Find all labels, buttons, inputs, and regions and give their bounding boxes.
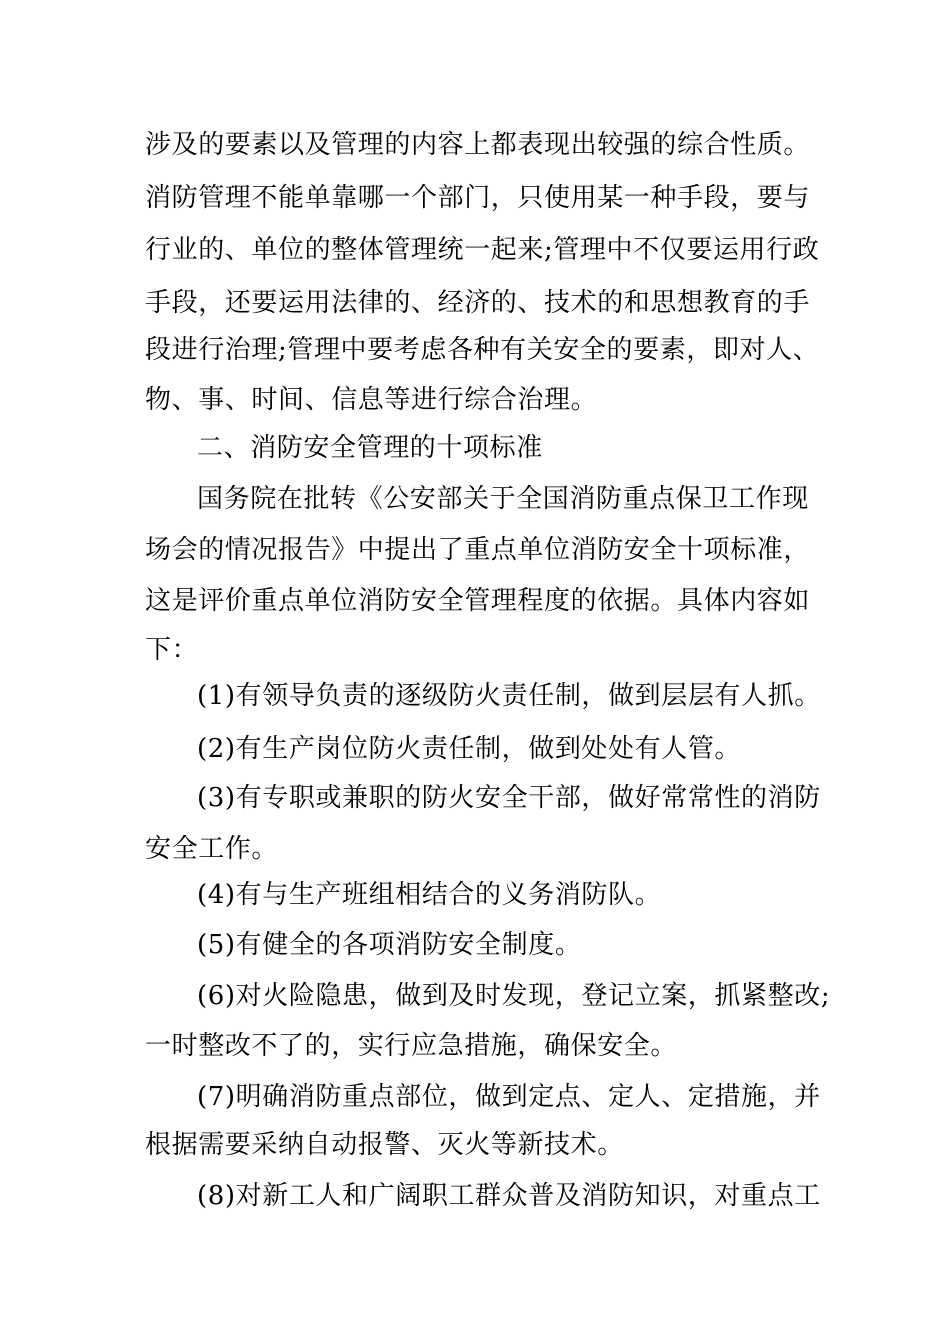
text-line: 根据需要采纳自动报警、灭火等新技术。 bbox=[145, 1130, 624, 1160]
list-item: (6)对火险隐患，做到及时发现，登记立案，抓紧整改; bbox=[197, 981, 831, 1011]
text-line: 一时整改不了的，实行应急措施，确保安全。 bbox=[145, 1031, 678, 1061]
text-line: 物、事、时间、信息等进行综合治理。 bbox=[145, 385, 598, 415]
list-item: (7)明确消防重点部位，做到定点、定人、定措施，并 bbox=[197, 1082, 821, 1112]
section-heading: 二、消防安全管理的十项标准 bbox=[197, 433, 543, 463]
text-line: 涉及的要素以及管理的内容上都表现出较强的综合性质。 bbox=[145, 130, 811, 160]
list-item: (8)对新工人和广阔职工群众普及消防知识，对重点工 bbox=[197, 1181, 821, 1211]
text-line: 场会的情况报告》中提出了重点单位消防安全十项标准， bbox=[145, 535, 811, 565]
text-line: 安全工作。 bbox=[145, 834, 279, 864]
list-item: (1)有领导负责的逐级防火责任制，做到层层有人抓。 bbox=[197, 681, 821, 711]
list-item: (3)有专职或兼职的防火安全干部，做好常常性的消防 bbox=[197, 783, 821, 813]
text-line: 下： bbox=[145, 635, 199, 665]
text-line: 这是评价重点单位消防安全管理程度的依据。具体内容如 bbox=[145, 586, 811, 616]
text-line: 段进行治理;管理中要考虑各种有关安全的要素，即对人、 bbox=[145, 335, 820, 365]
list-item: (5)有健全的各项消防安全制度。 bbox=[197, 930, 582, 960]
list-item: (2)有生产岗位防火责任制，做到处处有人管。 bbox=[197, 734, 742, 764]
text-line: 行业的、单位的整体管理统一起来;管理中不仅要运用行政 bbox=[145, 235, 820, 265]
list-item: (4)有与生产班组相结合的义务消防队。 bbox=[197, 880, 662, 910]
text-line: 国务院在批转《公安部关于全国消防重点保卫工作现 bbox=[197, 484, 809, 514]
text-line: 消防管理不能单靠哪一个部门，只使用某一种手段，要与 bbox=[145, 183, 811, 213]
text-line: 手段，还要运用法律的、经济的、技术的和思想教育的手 bbox=[145, 288, 811, 318]
